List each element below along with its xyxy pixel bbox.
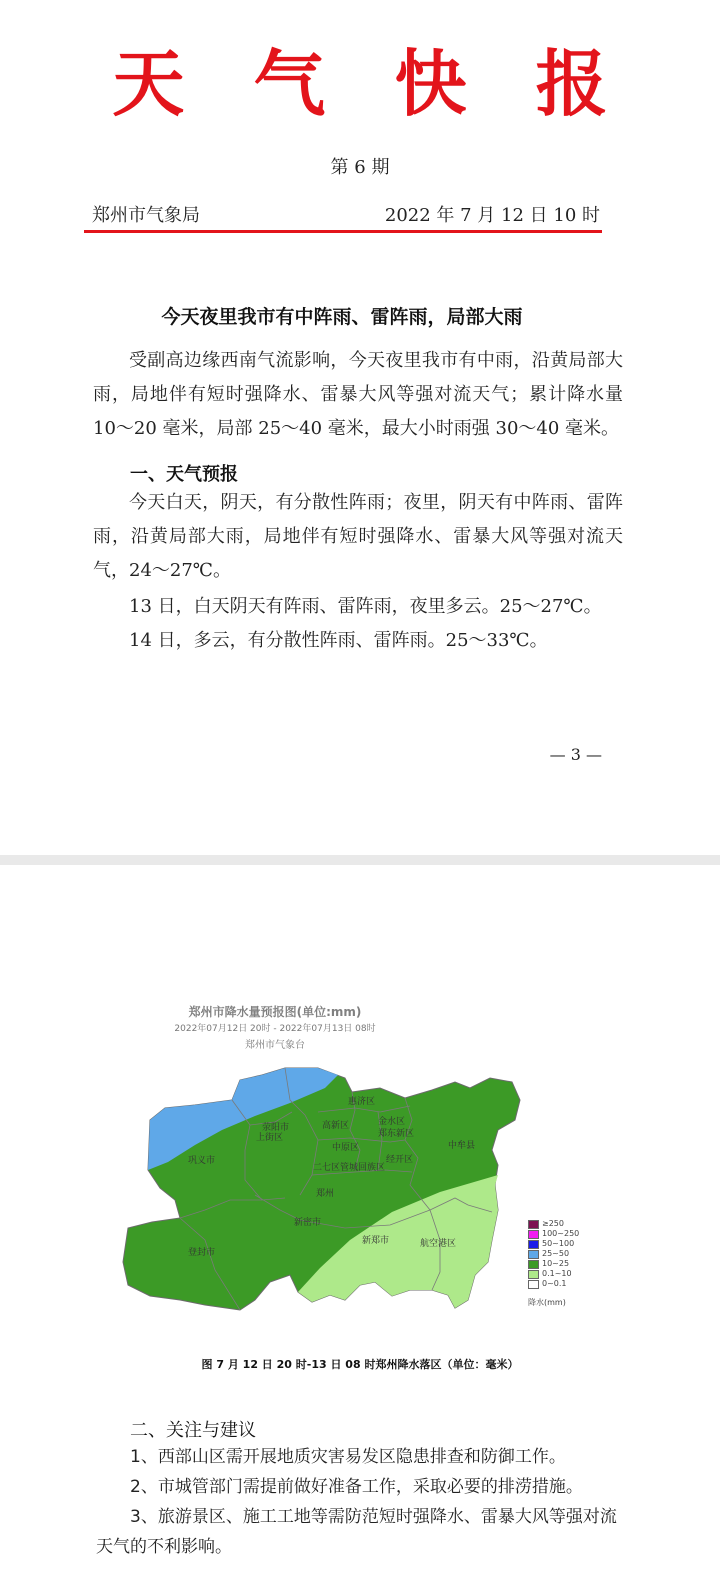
map-issuer: 郑州市气象台 — [245, 1040, 305, 1051]
legend-swatch — [528, 1260, 539, 1269]
forecast-14: 14 日，多云，有分散性阵雨、雷阵雨。25～33℃。 — [129, 630, 548, 651]
forecast-today: 今天白天，阴天，有分散性阵雨；夜里，阴天有中阵雨、雷阵雨，沿黄局部大雨，局地伴有短时强降水、雷暴大风等强对流天气，24～27℃。 — [93, 492, 623, 581]
legend-item — [528, 1220, 598, 1229]
legend-swatch — [528, 1220, 539, 1229]
district-label: 航空港区 — [420, 1239, 457, 1249]
district-label: 金水区 — [378, 1117, 406, 1127]
legend-label: ≥250 — [542, 1219, 564, 1228]
district-label: 荥阳市 — [262, 1123, 290, 1133]
map-title: 郑州市降水量预报图(单位:mm) — [188, 1005, 362, 1019]
legend-swatch — [528, 1230, 539, 1239]
district-label: 上街区 — [256, 1133, 284, 1143]
district-label: 中原区 — [332, 1143, 360, 1153]
legend-swatch — [528, 1280, 539, 1289]
district-label: 新郑市 — [362, 1236, 390, 1246]
district-label: 郑州 — [316, 1189, 335, 1199]
forecast-13: 13 日，白天阴天有阵雨、雷阵雨，夜里多云。25～27℃。 — [129, 596, 602, 617]
legend-label: 0.1~10 — [542, 1269, 572, 1278]
section-1-title: 一、天气预报 — [130, 464, 238, 485]
district-label: 惠济区 — [348, 1097, 376, 1107]
legend-label: 25~50 — [542, 1249, 570, 1258]
masthead-title: 天 气 快 报 — [112, 42, 630, 126]
legend-swatch — [528, 1250, 539, 1259]
legend-item — [528, 1250, 598, 1259]
figure-caption: 图 7 月 12 日 20 时-13 日 08 时郑州降水落区（单位：毫米） — [201, 1358, 519, 1371]
district-label: 高新区 — [322, 1121, 350, 1131]
legend-swatch — [528, 1240, 539, 1249]
district-label: 新密市 — [294, 1218, 322, 1228]
map-period: 2022年07月12日 20时 - 2022年07月13日 08时 — [174, 1024, 376, 1034]
legend-item — [528, 1230, 598, 1239]
issue-number: 第 6 期 — [330, 157, 390, 178]
intro-paragraph: 受副高边缘西南气流影响，今天夜里我市有中雨，沿黄局部大雨，局地伴有短时强降水、雷暴大风等强对流天气；累计降水量 10～20 毫米，局部 25～40 毫米，最大小时雨强 30～40 毫米。 — [93, 350, 623, 439]
district-label: 郑东新区 — [378, 1129, 415, 1139]
district-label: 管城回族区 — [340, 1163, 386, 1173]
issuing-bureau: 郑州市气象局 — [92, 205, 200, 226]
legend-label: 10~25 — [542, 1259, 570, 1268]
legend-item — [528, 1270, 598, 1279]
legend-label: 50~100 — [542, 1239, 575, 1248]
district-label: 经开区 — [386, 1155, 414, 1165]
legend-swatch — [528, 1270, 539, 1279]
headline: 今天夜里我市有中阵雨、雷阵雨，局部大雨 — [161, 306, 523, 328]
legend-item — [528, 1260, 598, 1269]
district-label: 二七区 — [313, 1163, 341, 1173]
page-number: — 3 — — [549, 745, 602, 764]
legend-label: 0~0.1 — [542, 1279, 567, 1288]
advice-item: 2、市城管部门需提前做好准备工作，采取必要的排涝措施。 — [130, 1477, 583, 1497]
advice-item: 3、旅游景区、施工工地等需防范短时强降水、雷暴大风等强对流天气的不利影响。 — [96, 1507, 617, 1557]
legend-item — [528, 1280, 598, 1289]
district-label: 巩义市 — [188, 1156, 216, 1166]
legend-item — [528, 1240, 598, 1249]
issue-date: 2022 年 7 月 12 日 10 时 — [384, 205, 600, 226]
advice-item: 1、西部山区需开展地质灾害易发区隐患排查和防御工作。 — [130, 1447, 566, 1467]
section-2-title: 二、关注与建议 — [130, 1420, 256, 1441]
district-label: 中牟县 — [448, 1141, 476, 1151]
legend-label: 100~250 — [542, 1229, 580, 1238]
district-label: 登封市 — [188, 1248, 216, 1258]
legend-title: 降水(mm) — [528, 1298, 566, 1307]
